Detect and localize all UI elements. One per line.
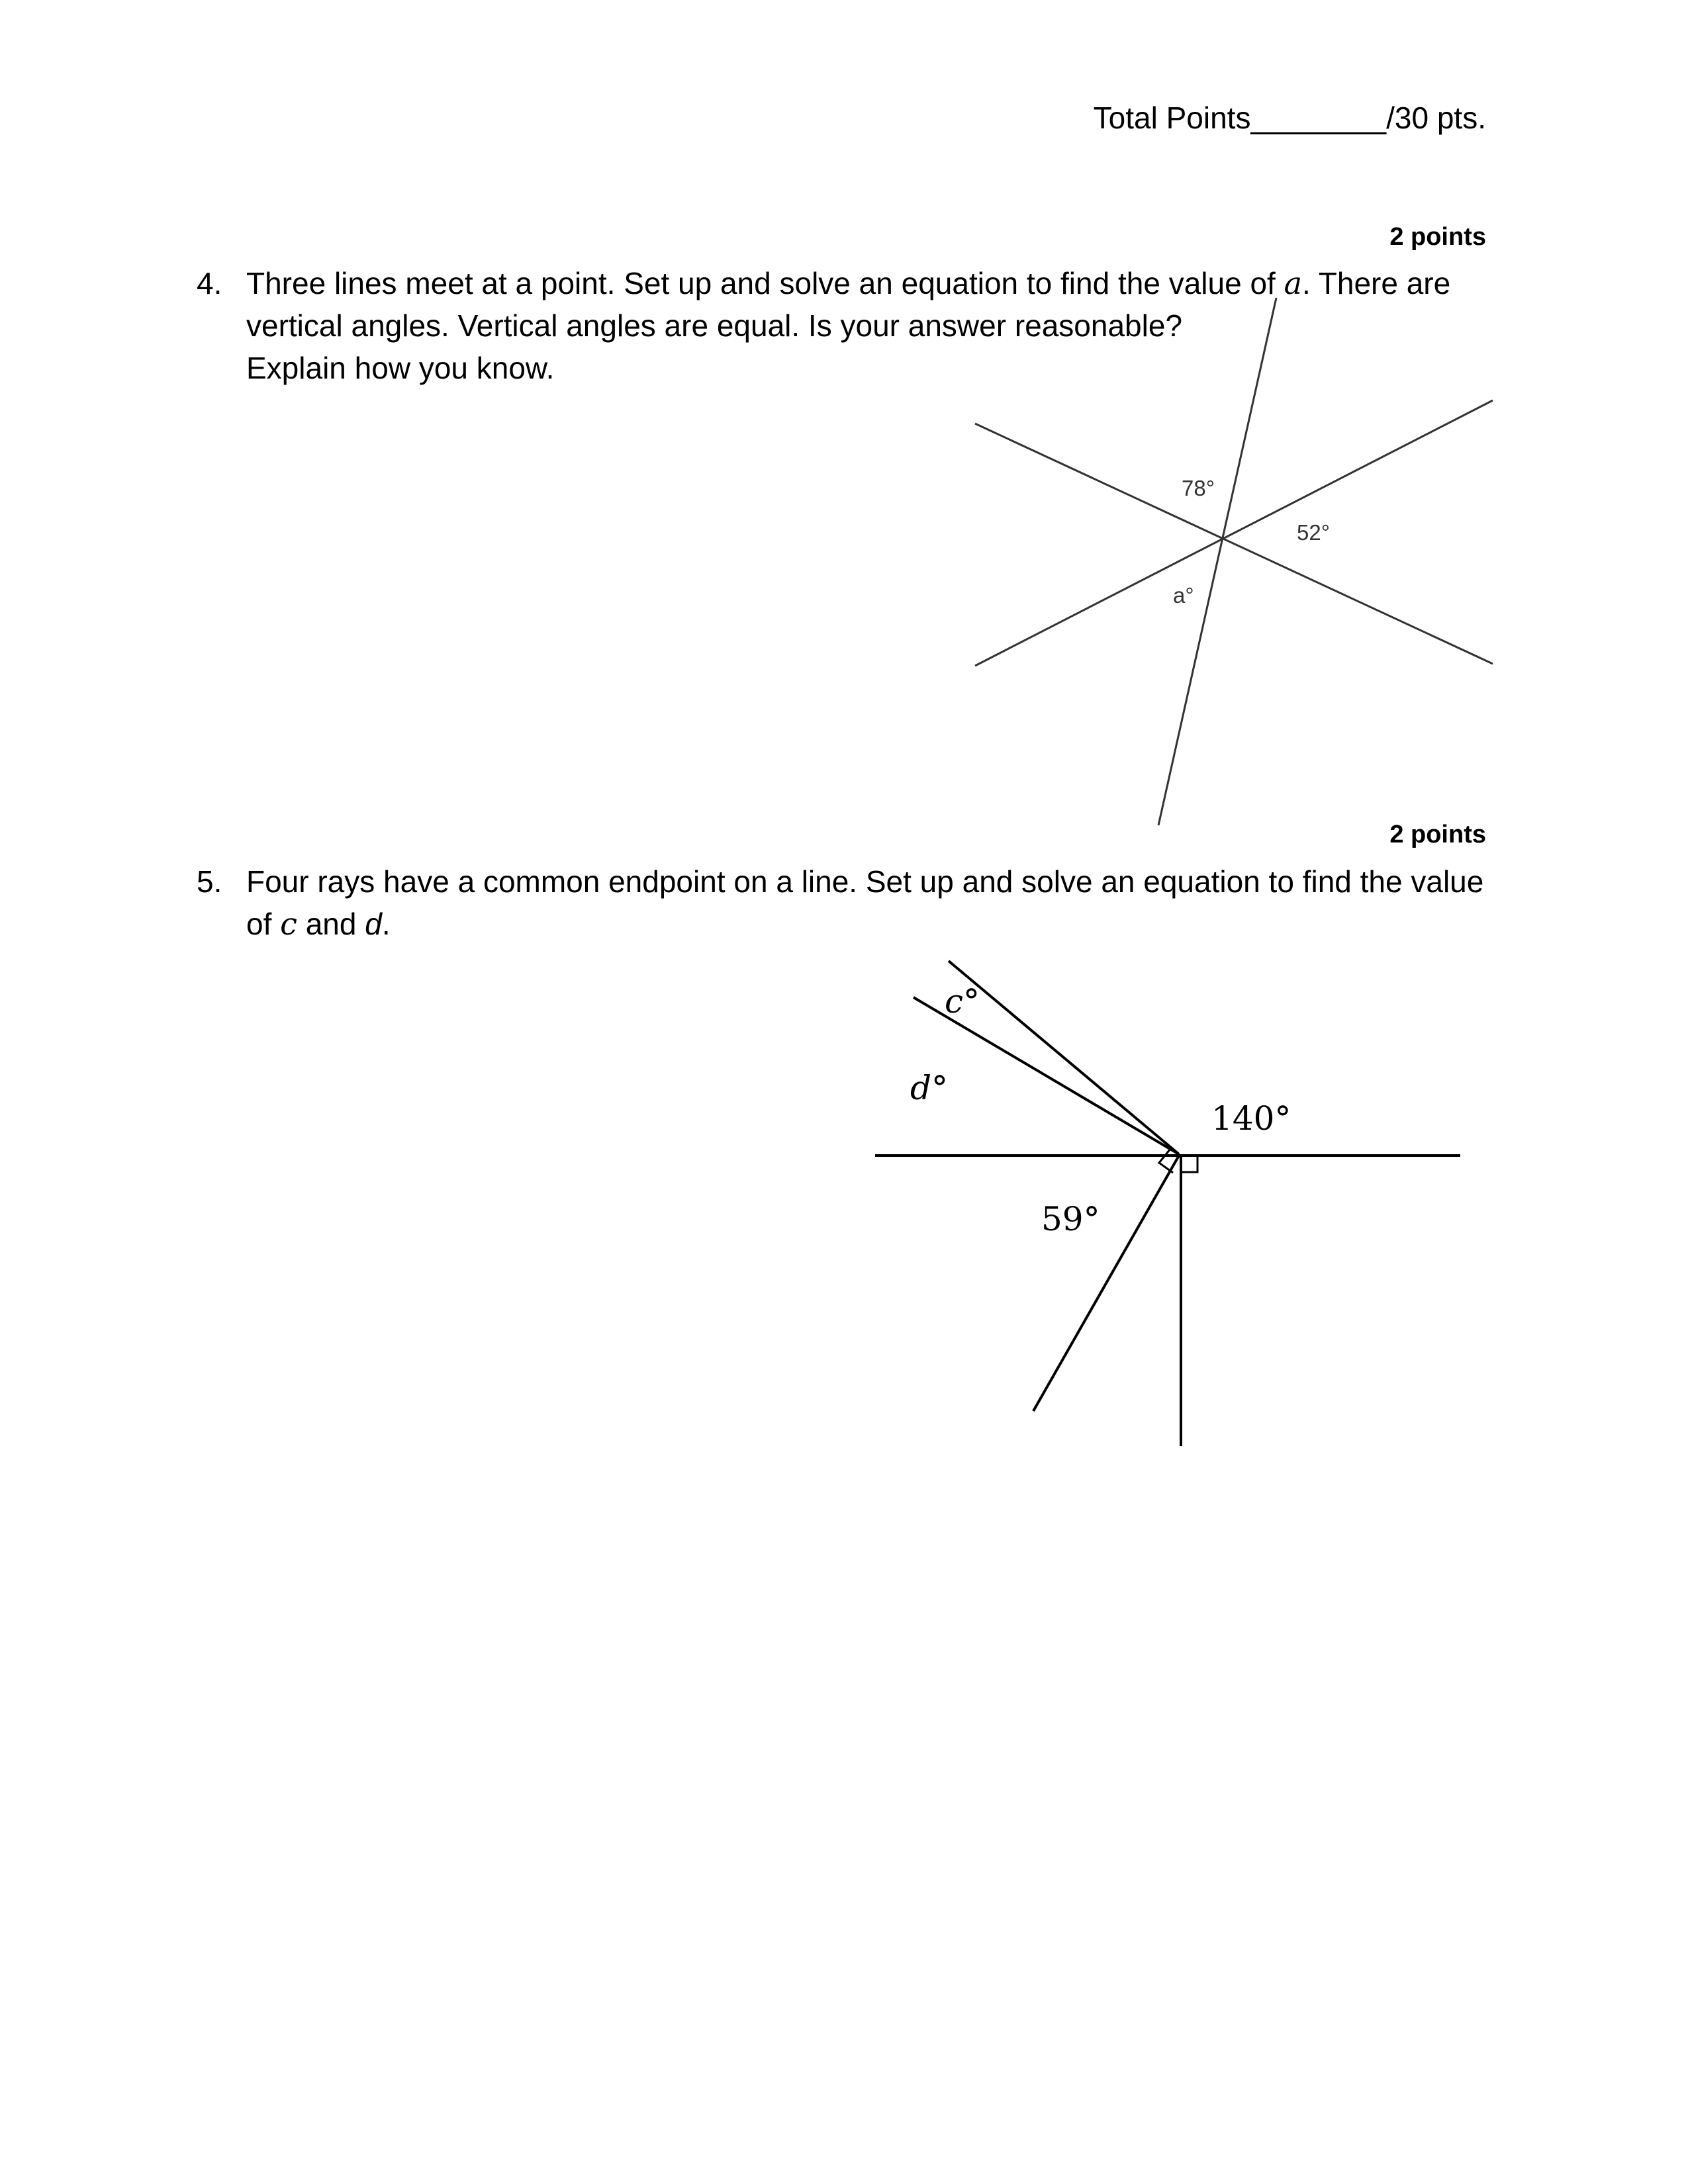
q4-angle-label-a: a° bbox=[1173, 583, 1194, 608]
q5-line-2-mid: and bbox=[297, 907, 365, 941]
q5-points: 2 points bbox=[1389, 821, 1486, 848]
q5-ray-down-left bbox=[1033, 1156, 1179, 1411]
total-points-suffix: /30 pts. bbox=[1386, 101, 1486, 135]
q4-line-descending bbox=[975, 424, 1493, 664]
q4-number: 4. bbox=[197, 266, 222, 300]
q5-right-angle-mark-tilted bbox=[1159, 1149, 1173, 1173]
q5-variable-c: c bbox=[280, 906, 297, 942]
q5-line-2 bbox=[246, 903, 391, 945]
q4-line-1-after: . There are bbox=[1302, 266, 1451, 300]
q4-variable-a: a bbox=[1284, 265, 1303, 301]
total-points-line bbox=[0, 98, 1486, 138]
q4-points: 2 points bbox=[1389, 223, 1486, 251]
q4-line-2: vertical angles. Vertical angles are equal. Is your answer reasonable? bbox=[246, 308, 1183, 343]
q5-line-1: Four rays have a common endpoint on a line. Set up and solve an equation to find the value bbox=[246, 864, 1484, 899]
q5-diagram bbox=[875, 961, 1460, 1446]
q5-right-angle-mark-square bbox=[1181, 1156, 1197, 1172]
q5-line-2-after: . bbox=[381, 907, 391, 941]
q5-angle-label-140: 140° bbox=[1211, 1099, 1291, 1138]
q4-line-steep bbox=[1158, 298, 1276, 825]
q4-angle-label-52: 52° bbox=[1297, 520, 1330, 545]
q5-line-2-before: of bbox=[246, 907, 281, 941]
q4-angle-label-78: 78° bbox=[1182, 476, 1215, 500]
q5-angle-label-c: c° bbox=[945, 982, 980, 1021]
q5-ray-upper bbox=[949, 961, 1179, 1154]
q5-angle-label-59: 59° bbox=[1041, 1200, 1100, 1238]
q4-line-1 bbox=[246, 262, 1450, 304]
q5-number: 5. bbox=[197, 864, 222, 899]
total-points-label: Total Points bbox=[1093, 101, 1251, 135]
q5-variable-d: d bbox=[365, 907, 382, 941]
total-points-blank[interactable]: ________ bbox=[1250, 101, 1387, 135]
q4-diagram bbox=[975, 298, 1493, 825]
q4-line-1-before: Three lines meet at a point. Set up and solve an equation to find the value of bbox=[246, 266, 1284, 300]
q5-angle-label-d: d° bbox=[910, 1069, 949, 1107]
q4-line-ascending bbox=[975, 400, 1493, 666]
q4-line-3: Explain how you know. bbox=[246, 351, 555, 385]
